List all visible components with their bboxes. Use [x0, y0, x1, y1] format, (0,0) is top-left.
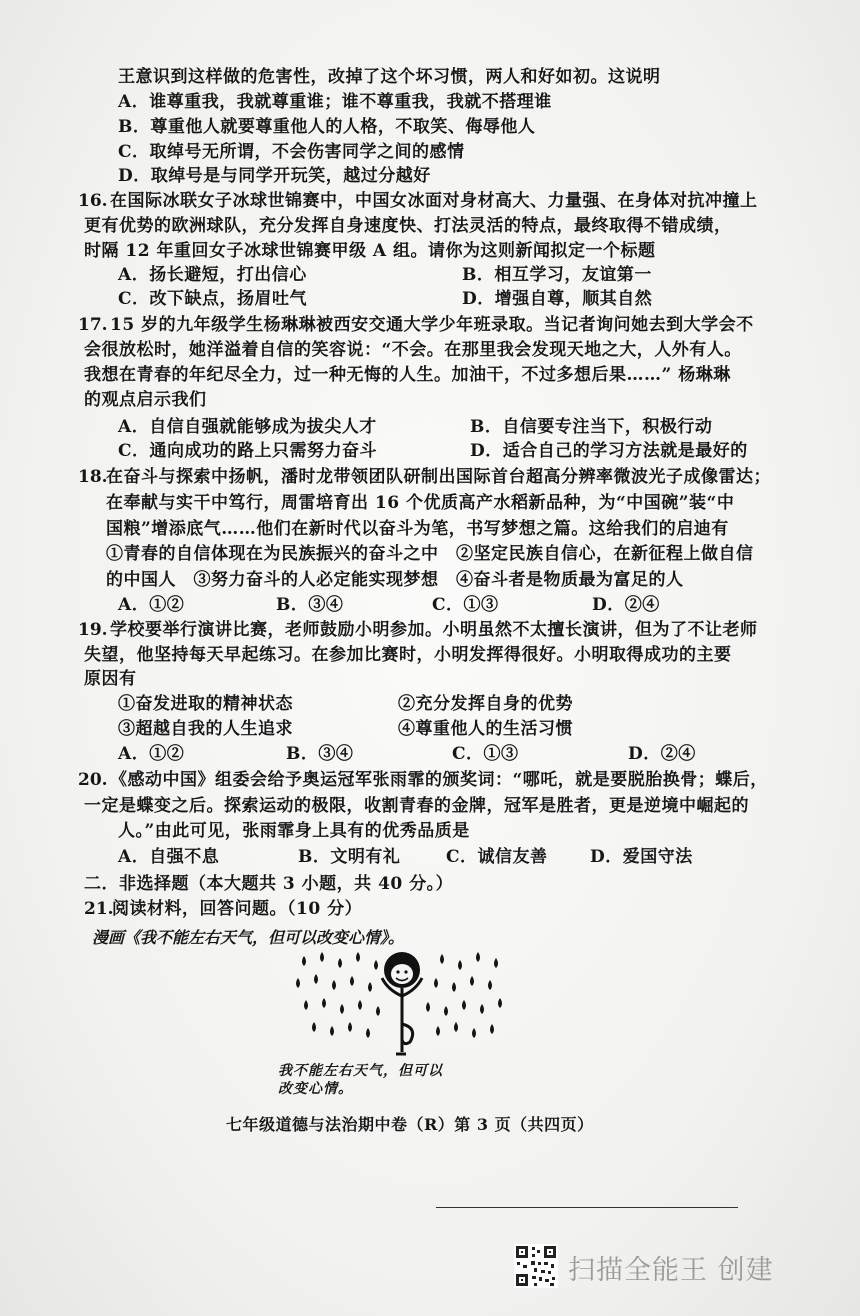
- q16-stem-line3: 时隔 12 年重回女子冰球世锦赛甲级 A 组。请你为这则新闻拟定一个标题: [84, 241, 656, 261]
- q19-statement-4: ④尊重他人的生活习惯: [398, 719, 573, 739]
- comic-title: 漫画《我不能左右天气，但可以改变心情》。: [92, 928, 405, 947]
- dancing-figure: [382, 952, 422, 1054]
- q15-option-b: B．尊重他人就要尊重他人的人格，不取笑、侮辱他人: [118, 117, 536, 137]
- q16-option-c: C．改下缺点，扬眉吐气: [118, 289, 308, 309]
- q15-option-a: A．谁尊重我，我就尊重谁；谁不尊重我，我就不搭理谁: [118, 92, 552, 112]
- comic-caption-line2: 改变心情。: [278, 1081, 353, 1097]
- q17-option-a: A．自信自强就能够成为拔尖人才: [118, 417, 377, 437]
- q21-number: 21.: [84, 899, 114, 919]
- q18-stem-line3: 国粮”增添底气……他们在新时代以奋斗为笔，书写梦想之篇。这给我们的启迪有: [106, 519, 729, 539]
- q19-option-b: B．③④: [286, 744, 354, 764]
- scanner-watermark: 扫描全能王 创建: [568, 1255, 774, 1286]
- q21-stem: 阅读材料，回答问题。（10 分）: [112, 899, 363, 919]
- comic-caption-line1: 我不能左右天气，但可以: [278, 1063, 443, 1079]
- section-2-title: 二．非选择题（本大题共 3 小题，共 40 分。）: [84, 874, 454, 894]
- q18-number: 18.: [78, 467, 108, 487]
- q18-option-b: B．③④: [276, 595, 344, 615]
- q19-statement-1: ①奋发进取的精神状态: [118, 694, 293, 714]
- q18-stem-line2: 在奉献与实干中笃行，周雷培育出 16 个优质高产水稻新品种，为“中国碗”装“中: [106, 493, 735, 513]
- q17-option-b: B．自信要专注当下，积极行动: [470, 417, 713, 437]
- q20-option-d: D．爱国守法: [590, 847, 693, 867]
- q16-stem-line1: 在国际冰联女子冰球世锦赛中，中国女冰面对身材高大、力量强、在身体对抗冲撞上: [110, 191, 758, 211]
- q20-option-c: C．诚信友善: [446, 847, 548, 867]
- page-footer: 七年级道德与法治期中卷（R）第 3 页（共四页）: [226, 1115, 594, 1134]
- q19-option-d: D．②④: [628, 744, 696, 764]
- q17-stem-line4: 的观点启示我们: [84, 390, 207, 410]
- q20-number: 20.: [78, 770, 108, 790]
- q20-stem-line2: 一定是蝶变之后。探索运动的极限，收割青春的金牌，冠军是胜者，更是逆境中崛起的: [84, 796, 749, 816]
- qr-code-icon: [514, 1244, 558, 1288]
- q15-stem-end: 王意识到这样做的危害性，改掉了这个坏习惯，两人和好如初。这说明: [118, 67, 661, 87]
- q19-stem-line1: 学校要举行演讲比赛，老师鼓励小明参加。小明虽然不太擅长演讲，但为了不让老师: [110, 620, 758, 640]
- q17-stem-line3: 我想在青春的年纪尽全力，过一种无悔的人生。加油干，不过多想后果……” 杨琳琳: [84, 365, 731, 385]
- q16-stem-line2: 更有优势的欧洲球队，充分发挥自身速度快、打法灵活的特点，最终取得不错成绩，: [84, 216, 732, 236]
- q20-stem-line3: 人。”由此可见，张雨霏身上具有的优秀品质是: [118, 821, 470, 841]
- q18-statement-line2: 的中国人 ③努力奋斗的人必定能实现梦想 ④奋斗者是物质最为富足的人: [106, 570, 684, 590]
- q16-option-a: A．扬长避短，打出信心: [118, 265, 307, 285]
- q16-option-b: B．相互学习，友谊第一: [462, 265, 652, 285]
- q18-option-c: C．①③: [432, 595, 499, 615]
- q17-stem-line2: 会很放松时，她洋溢着自信的笑容说：“不会。在那里我会发现天地之大，人外有人。: [84, 340, 742, 360]
- q18-option-d: D．②④: [592, 595, 660, 615]
- q19-statement-3: ③超越自我的人生追求: [118, 719, 293, 739]
- q17-number: 17.: [78, 315, 108, 335]
- q17-stem-line1: 15 岁的九年级学生杨琳琳被西安交通大学少年班录取。当记者询问她去到大学会不: [110, 315, 754, 335]
- q18-stem-line1: 在奋斗与探索中扬帆，潘时龙带领团队研制出国际首台超高分辨率微波光子成像雷达；: [106, 467, 771, 487]
- q19-stem-line3: 原因有: [84, 669, 137, 689]
- q19-stem-line2: 失望，他坚持每天早起练习。在参加比赛时，小明发挥得很好。小明取得成功的主要: [84, 645, 732, 665]
- q15-option-d: D．取绰号是与同学开玩笑，越过分越好: [118, 166, 431, 186]
- q15-option-c: C．取绰号无所谓，不会伤害同学之间的感情: [118, 142, 465, 162]
- q20-option-a: A．自强不息: [118, 847, 220, 867]
- comic-illustration: [292, 948, 512, 1060]
- q19-option-c: C．①③: [452, 744, 519, 764]
- q19-number: 19.: [78, 620, 108, 640]
- q17-option-c: C．通向成功的路上只需努力奋斗: [118, 441, 378, 461]
- q16-number: 16.: [78, 191, 108, 211]
- q18-statement-line1: ①青春的自信体现在为民族振兴的奋斗之中 ②坚定民族自信心，在新征程上做自信: [106, 544, 754, 564]
- q18-option-a: A．①②: [118, 595, 185, 615]
- q19-statement-2: ②充分发挥自身的优势: [398, 694, 573, 714]
- footer-rule: [436, 1207, 738, 1208]
- q17-option-d: D．适合自己的学习方法就是最好的: [470, 441, 748, 461]
- q20-option-b: B．文明有礼: [298, 847, 401, 867]
- q19-option-a: A．①②: [118, 744, 185, 764]
- q20-stem-line1: 《感动中国》组委会给予奥运冠军张雨霏的颁奖词：“哪吒，就是要脱胎换骨；蝶后，: [110, 770, 768, 790]
- q16-option-d: D．增强自尊，顺其自然: [462, 289, 653, 309]
